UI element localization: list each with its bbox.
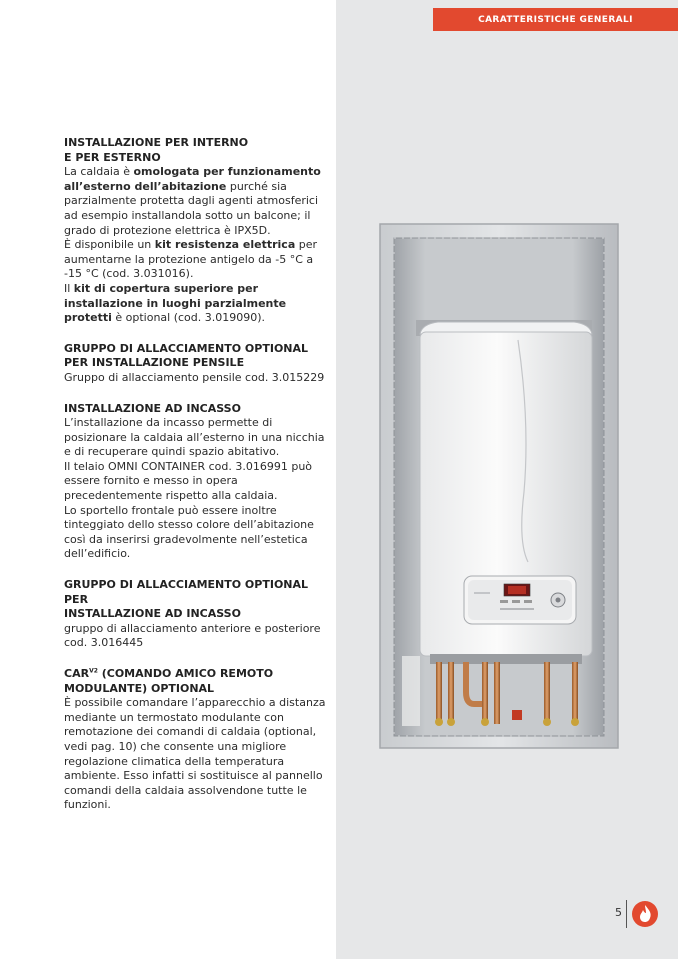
footer-divider [626,900,627,928]
section-incasso [64,402,330,563]
section-installazione-esterno [64,136,330,326]
section-car [64,667,330,813]
section-title: INSTALLAZIONE AD INCASSO [64,401,241,415]
section-title: GRUPPO DI ALLACCIAMENTO OPTIONAL PER INSTALLAZIONE PENSILE [64,341,309,370]
section-body: gruppo di allacciamento anteriore e posteriore cod. 3.016445 [64,621,321,650]
section-body: La caldaia è omologata per funzionamento all’esterno dell’abitazione purché sia parzialmente protetta dagli agenti atmosferici ad esempio installandola sotto un balcone; il grado di protezione elettrica è IPX5D. È disponibile un kit resistenza elettrica per aumentarne la protezione antigelo da -5 °C a -15 °C (cod. 3.031016). Il kit di copertura superiore per installazione in luoghi parzialmente protetti è optional (cod. 3.019090). [64,165,321,325]
section-title: GRUPPO DI ALLACCIAMENTO OPTIONAL PER INSTALLAZIONE AD INCASSO [64,578,309,621]
section-gruppo-pensile [64,342,330,386]
section-body: È possibile comandare l’apparecchio a distanza mediante un termostato modulante con remotazione dei comandi di caldaia (optional, vedi pag. 10) che consente una migliore regolazione climatica della temperatura ambiente. Esso infatti si sostituisce al pannello comandi della caldaia assolvendone tutte le funzioni. [64,696,326,812]
text-column [64,136,330,829]
section-body: Gruppo di allacciamento pensile cod. 3.015229 [64,370,325,384]
section-gruppo-incasso [64,578,330,651]
flame-logo-icon [631,900,659,928]
section-header-tab: CARATTERISTICHE GENERALI [433,8,678,31]
section-title: $CAR^{V2}$ (COMANDO AMICO REMOTO MODULANTE) OPTIONAL [64,667,274,695]
section-title: INSTALLAZIONE PER INTERNO E PER ESTERNO [64,136,249,164]
page-number: 5 [615,906,622,919]
boiler-product-photo [378,222,620,750]
section-body: L’installazione da incasso permette di posizionare la caldaia all’esterno in una nicchia e di recuperare quindi spazio abitativo. Il telaio OMNI CONTAINER cod. 3.016991 può essere fornito e messo in opera precedentemente rispetto alla caldaia. Lo sportello frontale può essere inoltre tinteggiato dello stesso colore dell’abitazione così da inserirsi gradevolmente nell’estetica dell’edificio. [64,416,325,561]
